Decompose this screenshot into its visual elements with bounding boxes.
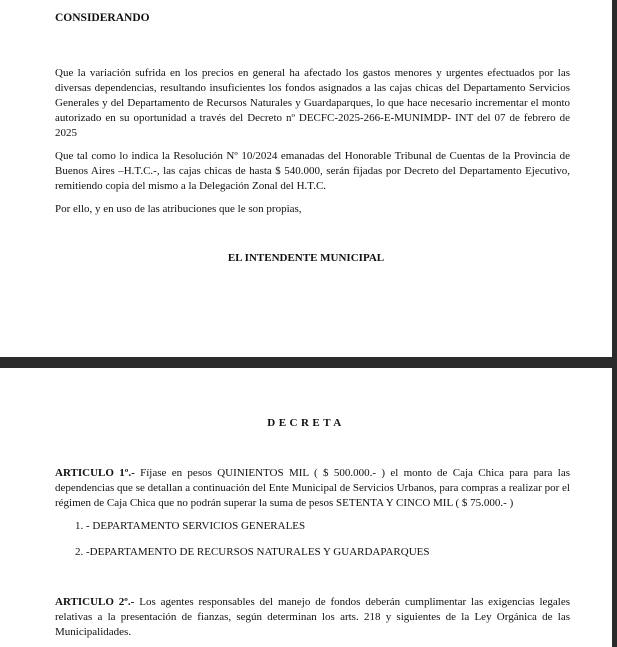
paragraph-variacion: Que la variación sufrida en los precios en general ha afectado los gastos menores y urgentes efectuados por las diversas dependencias, resultando insuficientes los fondos asignados a las cajas chicas del Departamento Servicios Generales y del Departamento de Recursos Naturales y Guardaparques, lo que hace necesario incrementar el monto autorizado en su oportunidad a través del Decreto nº DECFC-2025-266-E-MUNIMDP- INT del 07 de febrero de 2025	[55, 67, 570, 139]
document-page-2	[0, 368, 612, 647]
article-1	[55, 466, 570, 511]
list-item-servicios-generales: 1. - DEPARTAMENTO SERVICIOS GENERALES	[75, 520, 306, 532]
list-item-recursos-naturales: 2. -DEPARTAMENTO DE RECURSOS NATURALES Y GUARDAPARQUES	[75, 546, 430, 558]
article-1-text: Fíjase en pesos QUINIENTOS MIL ( $ 500.000.- ) el monto de Caja Chica para para las dependencias que se detallan a continuación del Ente Municipal de Servicios Urbanos, para compras a realizar por el régimen de Caja Chica que no podrán superar la suma de pesos SETENTA Y CINCO MIL ( $ 75.000.- )	[55, 467, 570, 509]
article-1-label: ARTICULO 1º.-	[55, 467, 135, 479]
article-2-text: Los agentes responsables del manejo de fondos deberán cumplimentar las exigencias legales relativas a la presentación de fianzas, según determinan los arts. 218 y siguientes de la Ley Orgánica de las Municipalidades.	[55, 596, 570, 638]
intendente-heading: EL INTENDENTE MUNICIPAL	[227, 252, 385, 264]
article-2-label: ARTICULO 2º.-	[55, 596, 135, 608]
considerando-heading: CONSIDERANDO	[55, 12, 150, 24]
article-2	[55, 595, 570, 640]
paragraph-resolucion: Que tal como lo indica la Resolución Nº 10/2024 emanadas del Honorable Tribunal de Cuentas de la Provincia de Buenos Aires –H.T.C.-, las cajas chicas de hasta $ 540.000, serán fijadas por Decreto del Departamento Ejecutivo, remitiendo copia del mismo a la Delegación Zonal del H.T.C.	[55, 150, 570, 192]
decreta-heading: DECRETA	[267, 417, 345, 429]
paragraph-por-ello: Por ello, y en uso de las atribuciones que le son propias,	[55, 203, 302, 215]
